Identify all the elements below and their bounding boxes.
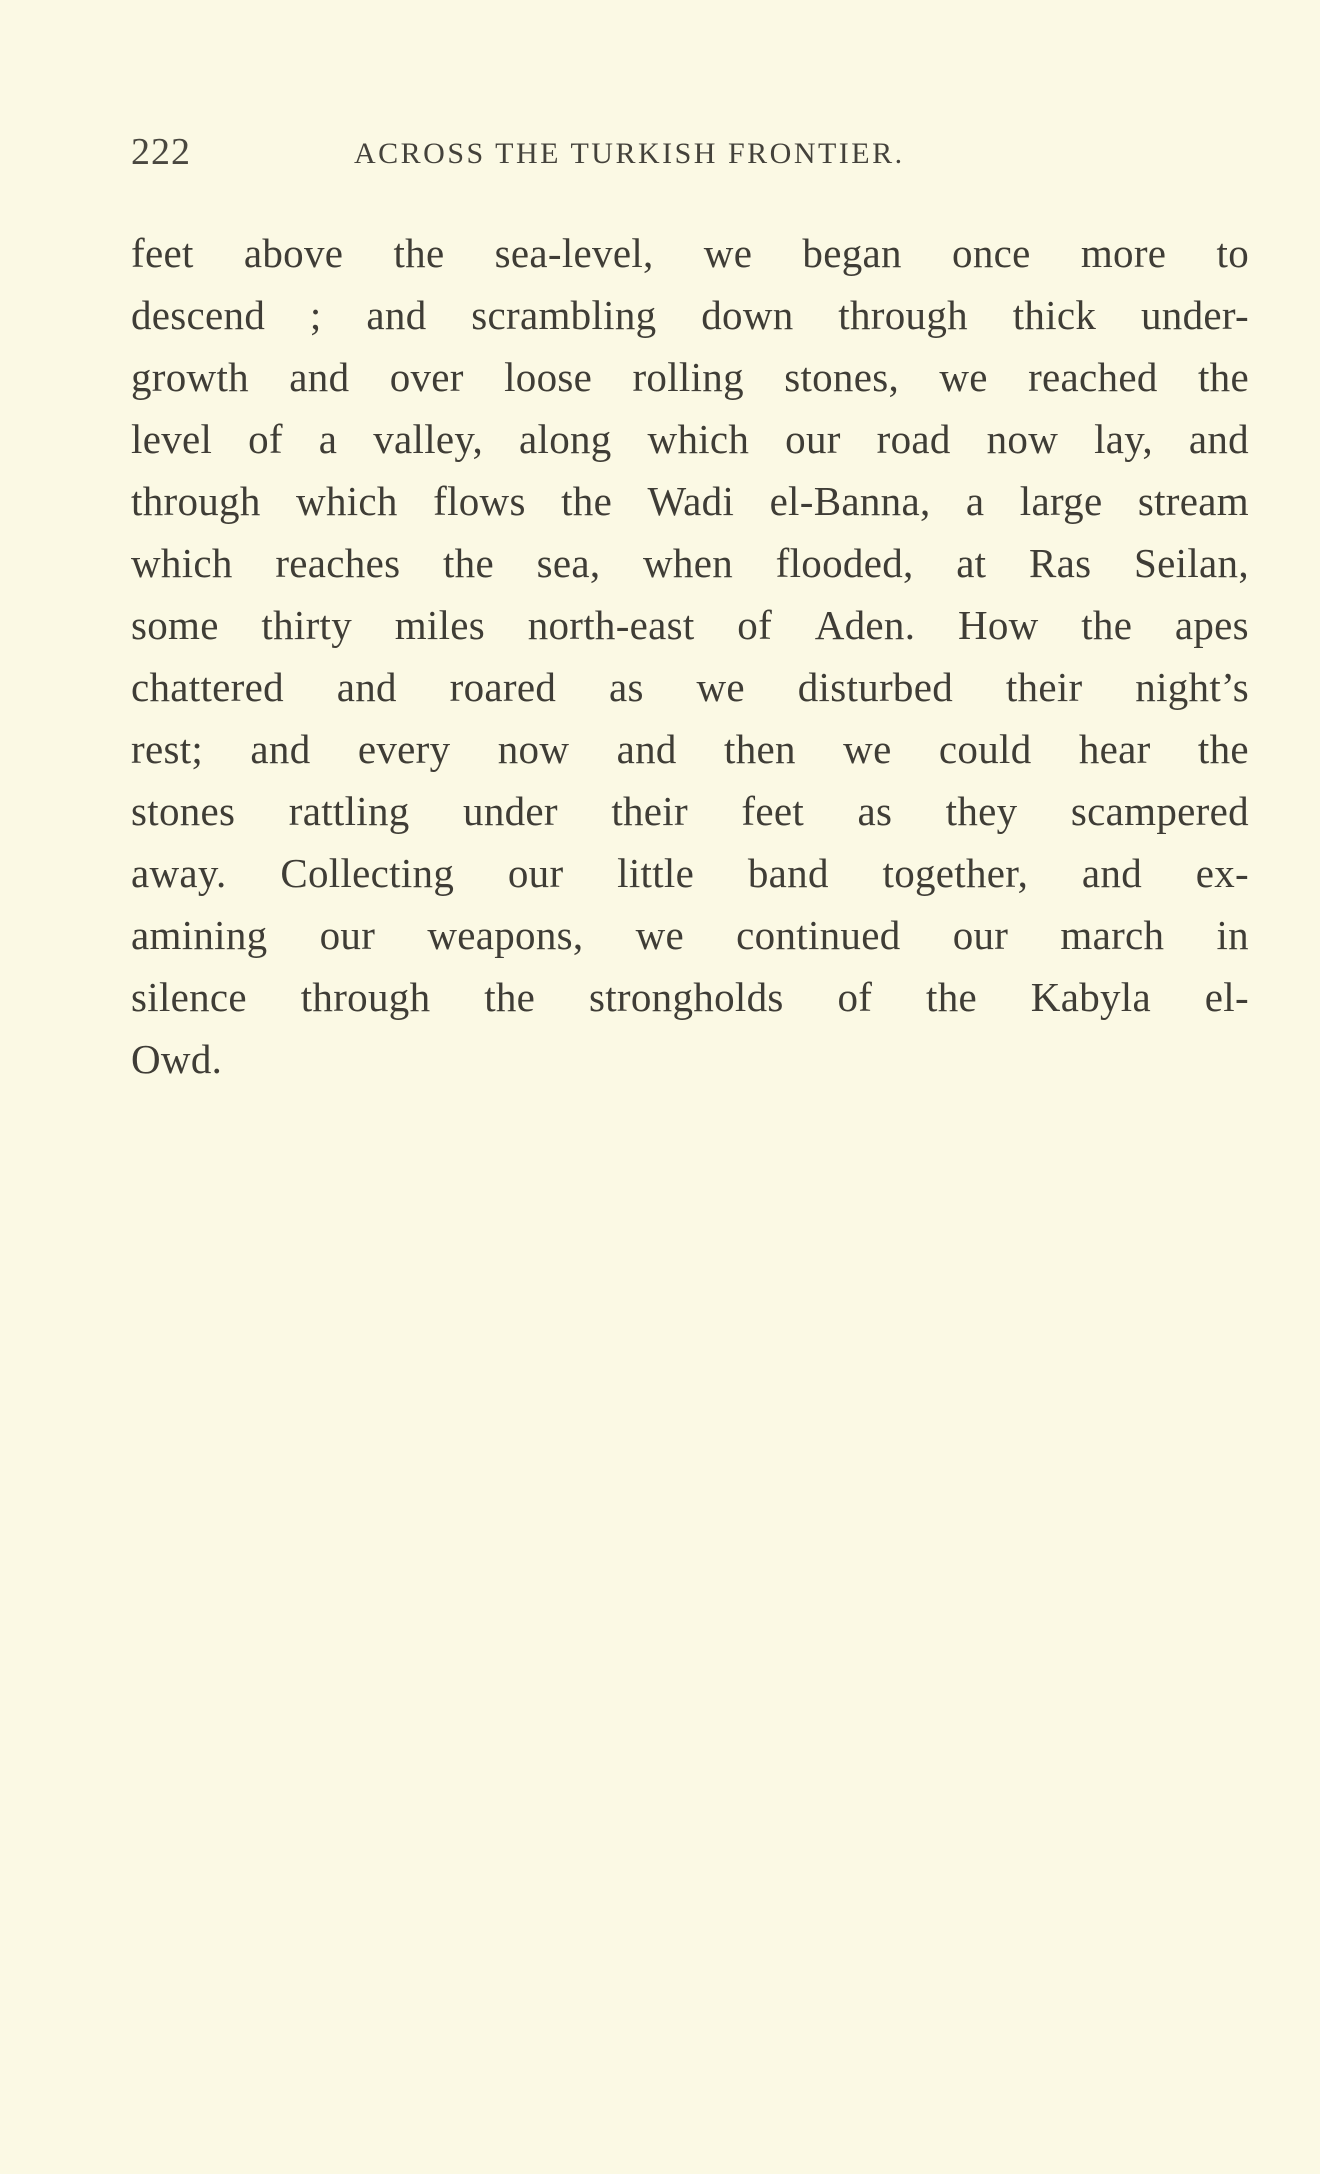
word: stream	[1137, 478, 1249, 524]
word: little	[617, 850, 695, 896]
word: once	[952, 230, 1031, 276]
word: rest;	[131, 726, 204, 772]
word: our	[507, 850, 564, 896]
word: of	[737, 602, 773, 648]
word: together,	[882, 850, 1029, 896]
word: reached	[1028, 354, 1158, 400]
word: when	[643, 540, 734, 586]
word: and	[289, 354, 350, 400]
word: we	[635, 912, 685, 958]
word: scrambling	[471, 292, 657, 338]
word: stones	[131, 788, 236, 834]
word: chattered	[131, 664, 284, 710]
text-line	[131, 780, 1249, 842]
text-line	[131, 408, 1249, 470]
word: and	[250, 726, 311, 772]
word: scampered	[1070, 788, 1249, 834]
word: we	[696, 664, 745, 710]
word: feet	[131, 230, 194, 276]
word: level	[131, 416, 213, 462]
word: the	[484, 974, 536, 1020]
word: and	[1188, 416, 1249, 462]
word: ex-	[1195, 850, 1249, 896]
word: the	[442, 540, 494, 586]
word: descend	[131, 292, 266, 338]
word: began	[802, 230, 902, 276]
word: How	[957, 602, 1039, 648]
page-number: 222	[131, 131, 191, 173]
text-line	[131, 222, 1249, 284]
word: strongholds	[588, 974, 784, 1020]
running-head	[131, 128, 1249, 176]
word: along	[519, 416, 612, 462]
word: the	[1197, 726, 1249, 772]
word: now	[986, 416, 1059, 462]
word: miles	[394, 602, 486, 648]
word: in	[1216, 912, 1249, 958]
word: band	[747, 850, 829, 896]
word: thick	[1012, 292, 1097, 338]
word: reaches	[275, 540, 401, 586]
word: away.	[131, 850, 227, 896]
word: through	[838, 292, 968, 338]
word: which	[296, 478, 398, 524]
word: Wadi	[647, 478, 735, 524]
word: and	[336, 664, 397, 710]
word: their	[1005, 664, 1083, 710]
word: of	[837, 974, 873, 1020]
word: we	[939, 354, 988, 400]
word: our	[952, 912, 1009, 958]
word: our	[319, 912, 376, 958]
word: a	[318, 416, 338, 462]
word: could	[938, 726, 1032, 772]
word: apes	[1174, 602, 1249, 648]
word: north-east	[527, 602, 695, 648]
word: at	[956, 540, 987, 586]
word: el-Banna,	[769, 478, 931, 524]
word: disturbed	[797, 664, 954, 710]
word: the	[561, 478, 613, 524]
text-line	[131, 904, 1249, 966]
text-line	[131, 966, 1249, 1028]
word: el-	[1204, 974, 1249, 1020]
text-line	[131, 532, 1249, 594]
word: rattling	[288, 788, 410, 834]
word: ;	[309, 292, 322, 338]
word: Kabyla	[1030, 974, 1151, 1020]
word: continued	[736, 912, 901, 958]
word: Collecting	[280, 850, 455, 896]
text-line	[131, 656, 1249, 718]
word: lay,	[1094, 416, 1153, 462]
word: then	[724, 726, 796, 772]
word: we	[843, 726, 892, 772]
word: valley,	[373, 416, 484, 462]
word: they	[945, 788, 1018, 834]
word: to	[1216, 230, 1249, 276]
word: and	[366, 292, 427, 338]
word: over	[389, 354, 464, 400]
word: as	[608, 664, 644, 710]
text-line	[131, 1028, 1249, 1090]
word: Seilan,	[1134, 540, 1249, 586]
word: hear	[1078, 726, 1151, 772]
text-line	[131, 346, 1249, 408]
word: the	[1081, 602, 1133, 648]
word: roared	[449, 664, 557, 710]
text-line	[131, 842, 1249, 904]
word: and	[1081, 850, 1142, 896]
word: flooded,	[775, 540, 914, 586]
word: thirty	[261, 602, 353, 648]
word: of	[248, 416, 283, 462]
text-line	[131, 284, 1249, 346]
word: sea,	[536, 540, 601, 586]
word: above	[243, 230, 344, 276]
word: we	[703, 230, 753, 276]
word: the	[393, 230, 445, 276]
word: now	[497, 726, 570, 772]
word: road	[876, 416, 951, 462]
word: as	[857, 788, 893, 834]
body-paragraph	[131, 222, 1249, 1090]
word: night’s	[1135, 664, 1249, 710]
word: some	[131, 602, 219, 648]
word: silence	[131, 974, 247, 1020]
word: rolling	[632, 354, 744, 400]
word: through	[131, 478, 261, 524]
word: the	[1197, 354, 1249, 400]
word: and	[616, 726, 677, 772]
word: feet	[741, 788, 805, 834]
word: large	[1019, 478, 1103, 524]
word: march	[1060, 912, 1165, 958]
word: amining	[131, 912, 268, 958]
word: our	[785, 416, 841, 462]
word: under	[463, 788, 558, 834]
word: which	[647, 416, 750, 462]
word: flows	[433, 478, 526, 524]
word: Ras	[1029, 540, 1092, 586]
running-title: ACROSS THE TURKISH FRONTIER.	[354, 137, 905, 170]
word: more	[1080, 230, 1167, 276]
word: the	[926, 974, 977, 1020]
word: growth	[131, 354, 249, 400]
word: which	[131, 540, 233, 586]
word: Owd.	[131, 1036, 223, 1082]
word: Aden.	[814, 602, 916, 648]
text-line	[131, 594, 1249, 656]
word: a	[965, 478, 985, 524]
word: stones,	[784, 354, 900, 400]
word: under-	[1140, 292, 1249, 338]
word: down	[701, 292, 794, 338]
text-line	[131, 718, 1249, 780]
text-line	[131, 470, 1249, 532]
word: through	[300, 974, 431, 1020]
word: sea-level,	[494, 230, 654, 276]
word: every	[357, 726, 451, 772]
word: loose	[504, 354, 593, 400]
word: weapons,	[427, 912, 584, 958]
word: their	[611, 788, 688, 834]
